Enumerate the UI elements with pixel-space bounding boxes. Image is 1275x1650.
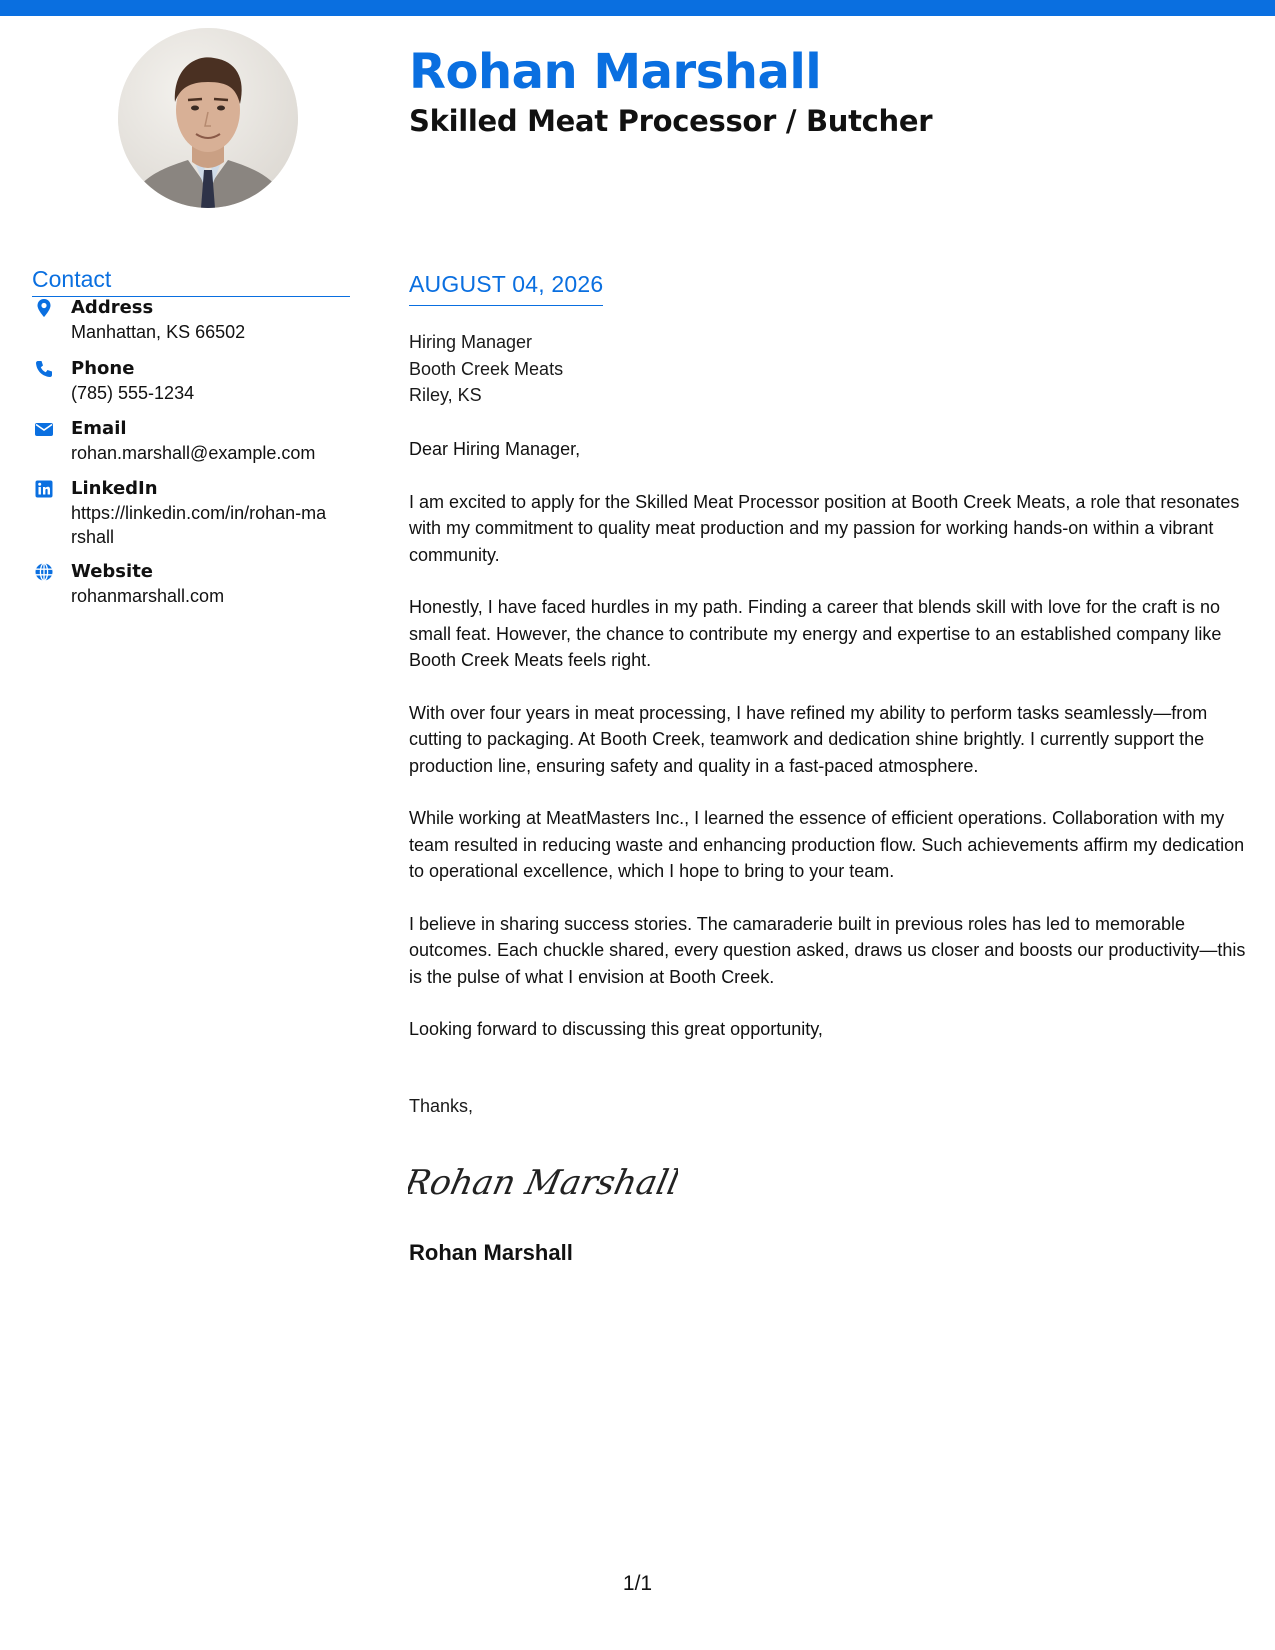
contact-value: https://linkedin.com/in/rohan-marshall xyxy=(71,503,327,547)
body-paragraph: Honestly, I have faced hurdles in my path. Finding a career that blends skill with love for the craft is no small feat. However, the chance to contribute my energy and expertise to an established company like Booth Creek Meats feels right. xyxy=(409,597,1222,670)
body-paragraph: I believe in sharing success stories. The camaraderie built in previous roles has led to memorable outcomes. Each chuckle shared, every question asked, draws us closer and boosts our productivity—this is the pulse of what I envision at Booth Creek. xyxy=(409,913,1246,987)
contact-label: LinkedIn xyxy=(71,478,158,499)
contact-value: Manhattan, KS 66502 xyxy=(71,322,246,342)
contact-heading: Contact xyxy=(32,266,350,297)
sign-off: Thanks, xyxy=(409,1096,474,1116)
map-pin-icon xyxy=(34,298,54,318)
contact-label: Email xyxy=(71,418,127,439)
applicant-name: Rohan Marshall xyxy=(409,44,822,100)
page-number: 1/1 xyxy=(622,1572,653,1595)
contact-linkedin xyxy=(32,477,352,549)
profile-photo xyxy=(118,28,298,208)
linkedin-icon xyxy=(34,479,54,499)
recipient-line: Hiring Manager xyxy=(409,332,533,352)
contact-value: rohan.marshall@example.com xyxy=(71,443,316,463)
job-title: Skilled Meat Processor / Butcher xyxy=(409,104,933,138)
contact-label: Address xyxy=(71,297,154,318)
body-paragraph: While working at MeatMasters Inc., I learned the essence of efficient operations. Collaboration with my team resulted in reducing waste and enhancing production flow. Such achievements affirm my dedication to operational excellence, which I hope to bring to your team. xyxy=(409,808,1245,881)
body-paragraph: I am excited to apply for the Skilled Meat Processor position at Booth Creek Meats, a role that resonates with my commitment to quality meat production and my passion for working hands-on within a vibrant community. xyxy=(409,491,1240,565)
phone-icon xyxy=(34,359,54,379)
salutation: Dear Hiring Manager, xyxy=(409,439,581,459)
contact-email xyxy=(32,417,352,465)
recipient-line: Booth Creek Meats xyxy=(409,358,564,379)
globe-icon xyxy=(34,562,54,582)
signature-text: Rohan Marshall xyxy=(408,1163,678,1203)
handwritten-signature xyxy=(408,1150,678,1215)
top-accent-bar xyxy=(0,0,1275,16)
contact-label: Website xyxy=(71,561,154,582)
contact-phone xyxy=(32,357,352,405)
contact-address xyxy=(32,296,352,344)
contact-value: rohanmarshall.com xyxy=(71,586,225,606)
body-paragraph: With over four years in meat processing, I have refined my ability to perform tasks seamlessly—from cutting to packaging. At Booth Creek, teamwork and dedication shine brightly. I currently support the production line, ensuring safety and quality in a fast-paced atmosphere. xyxy=(409,702,1208,776)
contact-website xyxy=(32,560,352,608)
recipient-block xyxy=(409,329,563,409)
letter-date: AUGUST 04, 2026 xyxy=(409,271,603,306)
contact-value: (785) 555-1234 xyxy=(71,383,195,403)
envelope-icon xyxy=(34,419,54,439)
signer-name: Rohan Marshall xyxy=(409,1240,573,1265)
recipient-line: Riley, KS xyxy=(409,385,482,405)
letter-body xyxy=(409,436,1257,1069)
closing-line: Looking forward to discussing this great opportunity, xyxy=(409,1019,823,1039)
contact-label: Phone xyxy=(71,358,135,379)
